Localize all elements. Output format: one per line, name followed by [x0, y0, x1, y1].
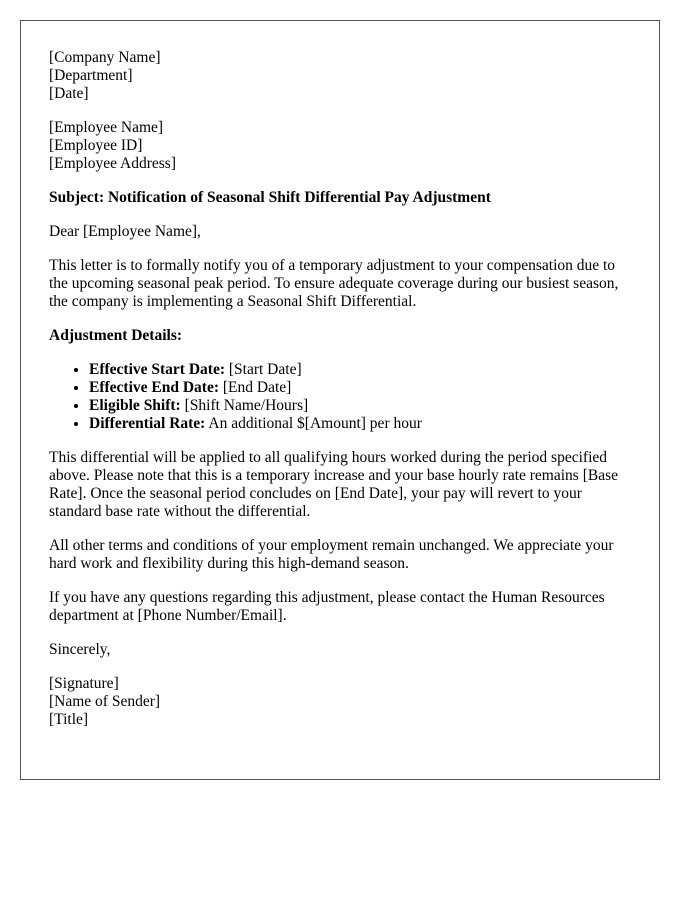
detail-label: Differential Rate:: [89, 415, 206, 432]
detail-label: Effective End Date:: [89, 379, 219, 396]
detail-value: An additional $[Amount] per hour: [205, 415, 422, 432]
detail-value: [Start Date]: [225, 361, 302, 378]
detail-eligible-shift: [89, 397, 631, 415]
signature-block: [49, 675, 631, 729]
details-list: [49, 361, 631, 433]
detail-label: Effective Start Date:: [89, 361, 225, 378]
employee-address: [Employee Address]: [49, 155, 176, 172]
letter-page: [20, 20, 660, 780]
sender-title: [Title]: [49, 711, 89, 728]
details-heading: Adjustment Details:: [49, 327, 183, 344]
salutation: Dear [Employee Name],: [49, 223, 201, 240]
sender-block: [49, 49, 631, 103]
detail-label: Eligible Shift:: [89, 397, 181, 414]
subject-line: Subject: Notification of Seasonal Shift Differential Pay Adjustment: [49, 189, 491, 206]
closing: Sincerely,: [49, 641, 111, 658]
detail-value: [End Date]: [219, 379, 292, 396]
department: [Department]: [49, 67, 133, 84]
letter-date: [Date]: [49, 85, 89, 102]
signature: [Signature]: [49, 675, 119, 692]
intro-paragraph: This letter is to formally notify you of a temporary adjustment to your compensation due to the upcoming seasonal peak period. To ensure adequate coverage during our busiest season, the company is implementing a Seasonal Shift Differential.: [49, 257, 619, 310]
contact-paragraph: If you have any questions regarding this adjustment, please contact the Human Resources department at [Phone Number/Email].: [49, 589, 605, 624]
company-name: [Company Name]: [49, 49, 161, 66]
sender-name: [Name of Sender]: [49, 693, 161, 710]
detail-differential-rate: [89, 415, 631, 433]
detail-end-date: [89, 379, 631, 397]
detail-start-date: [89, 361, 631, 379]
terms-paragraph: All other terms and conditions of your employment remain unchanged. We appreciate your hard work and flexibility during this high-demand season.: [49, 537, 614, 572]
employee-id: [Employee ID]: [49, 137, 143, 154]
employee-name: [Employee Name]: [49, 119, 164, 136]
recipient-block: [49, 119, 631, 173]
detail-value: [Shift Name/Hours]: [180, 397, 309, 414]
application-paragraph: This differential will be applied to all qualifying hours worked during the period specified above. Please note that this is a temporary increase and your base hourly rate remains [Base Rate]. Once the seasonal period concludes on [End Date], your pay will revert to your standard base rate without the differential.: [49, 449, 618, 520]
